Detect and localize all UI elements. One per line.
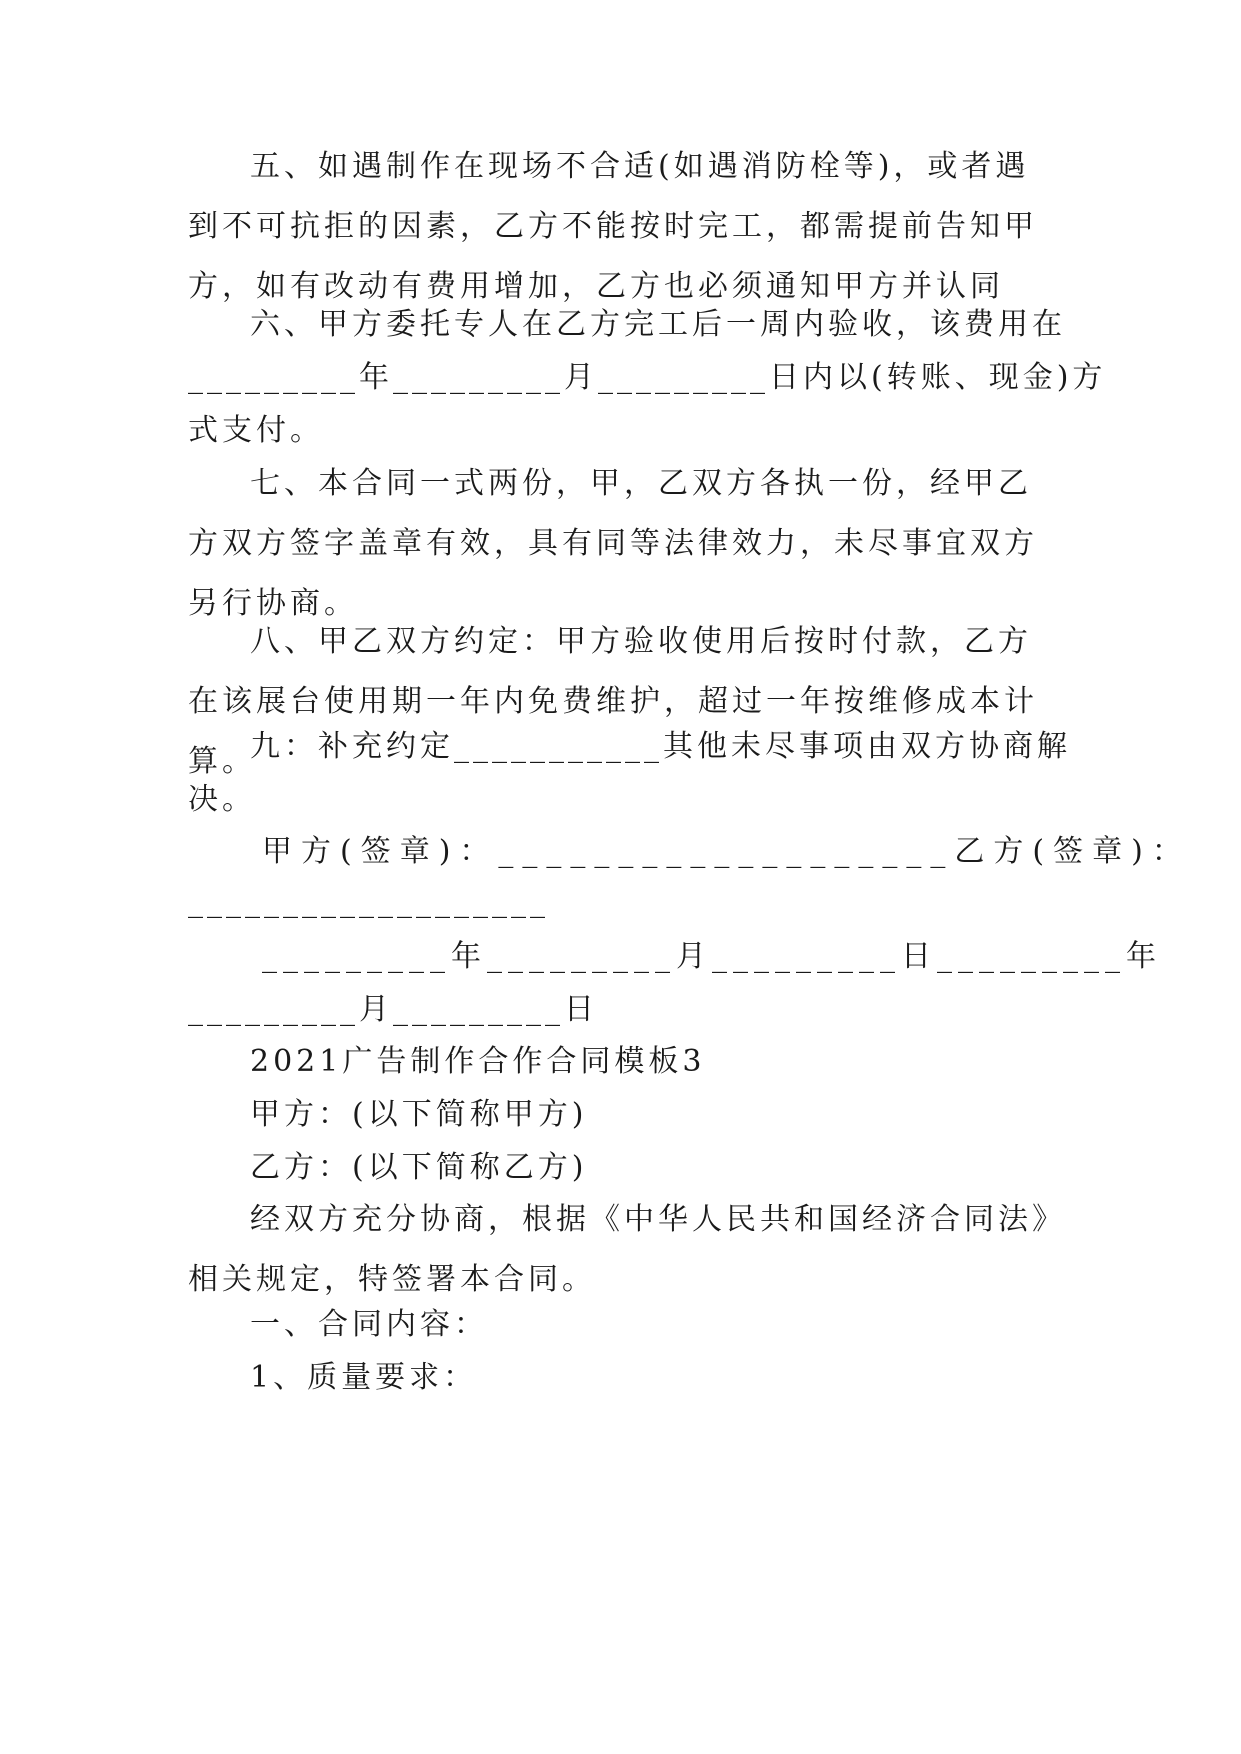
clause-6-line-3: 式支付。 [188,413,324,448]
clause-9-line-2: 决。 [188,782,256,817]
party-a: 甲方：(以下简称甲方) [250,1097,588,1132]
date-line-1: _________年_________月_________日_________年 [262,939,1162,974]
signature-blank: ___________________ [188,884,549,919]
date-line-2: _________月_________日 [188,992,598,1027]
item-1-quality: 1、质量要求： [250,1360,478,1395]
clause-8: 八、甲乙双方约定：甲方验收使用后按时付款，乙方在该展台使用期一年内免费维护，超过一年按维修成本计算。 [188,624,1038,779]
clause-9-line-1: 九：补充约定___________其他未尽事项由双方协商解 [250,729,1071,764]
clause-6-line-1: 六、甲方委托专人在乙方完工后一周内验收，该费用在 [250,307,1066,342]
clause-7: 七、本合同一式两份，甲，乙双方各执一份，经甲乙方双方签字盖章有效，具有同等法律效力，未尽事宜双方另行协商。 [188,466,1038,621]
party-b: 乙方：(以下简称乙方) [250,1150,588,1185]
section-1-heading: 一、合同内容： [250,1307,488,1342]
clause-5: 五、如遇制作在现场不合适(如遇消防栓等)，或者遇到不可抗拒的因素，乙方不能按时完工，都需提前告知甲方，如有改动有费用增加，乙方也必须通知甲方并认同 [188,149,1038,304]
clause-6-line-2: _________年_________月_________日内以(转账、现金)方 [188,360,1107,395]
template-3-title: 2021广告制作合作合同模板3 [250,1044,706,1079]
intro-paragraph: 经双方充分协商，根据《中华人民共和国经济合同法》相关规定，特签署本合同。 [188,1202,1051,1297]
signature-line: 甲方(签章)：___________________乙方(签章)： [262,834,1191,869]
